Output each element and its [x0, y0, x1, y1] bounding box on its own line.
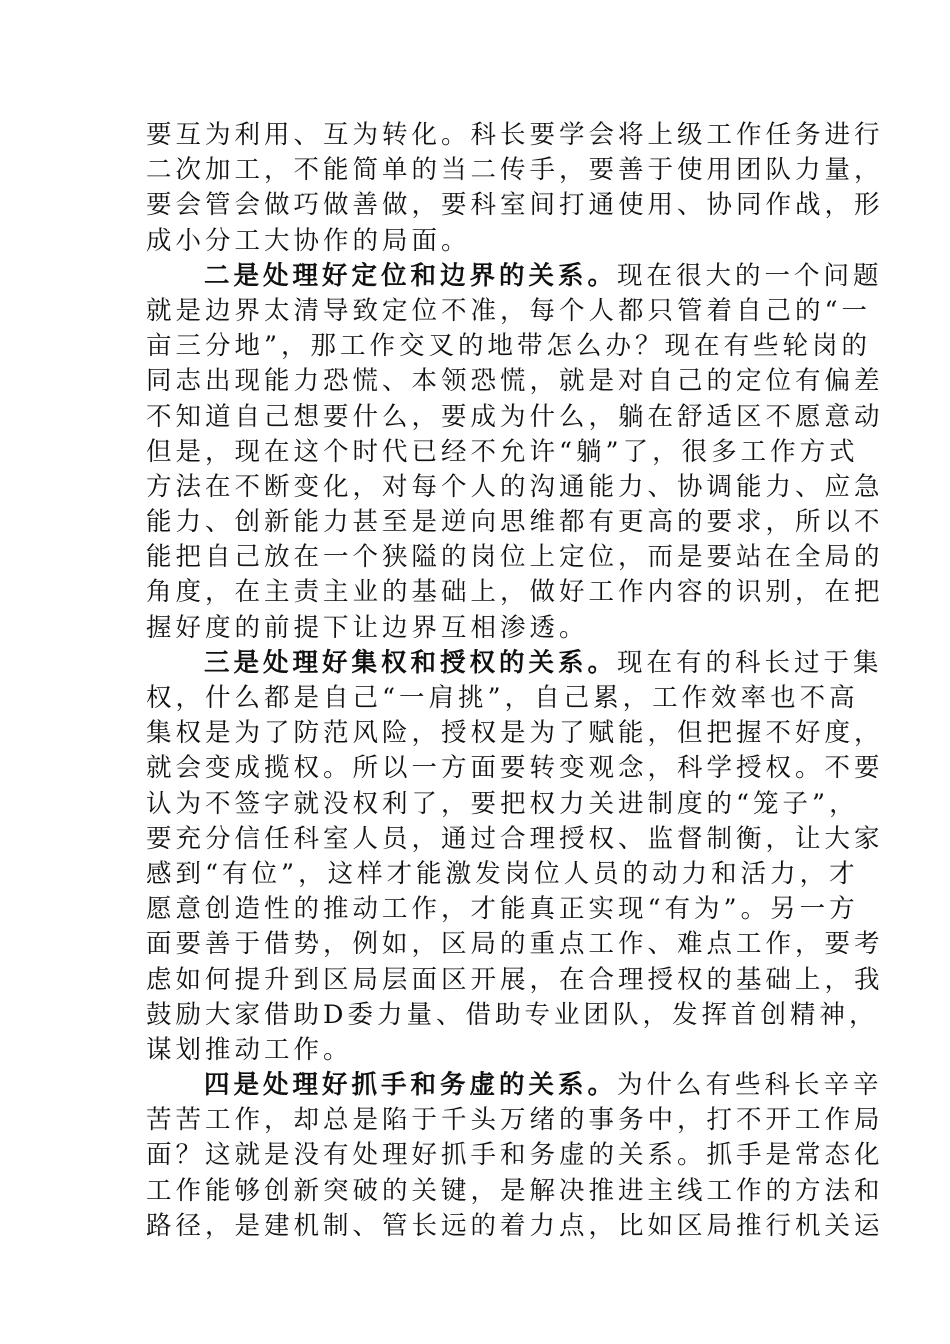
line-text: 认为不签字就没权利了，要把权力关进制度的“笼子”，: [146, 788, 859, 819]
text-line: [146, 118, 884, 153]
text-line: [146, 857, 859, 892]
paragraph-heading: 四是处理好抓手和务虚的关系。: [204, 1070, 618, 1101]
line-text: 权，什么都是自己“一肩挑”，自己累，工作效率也不高: [146, 683, 859, 713]
line-text: 握好度的前提下让边界互相渗透。: [146, 612, 589, 643]
paragraph: [146, 1068, 884, 1244]
text-line: [146, 611, 808, 646]
text-line: [146, 1103, 884, 1138]
text-line: [146, 1138, 884, 1173]
line-text: 集权是为了防范风险，授权是为了赋能，但把握不好度，: [146, 718, 884, 749]
text-line: [146, 927, 884, 962]
text-line: [146, 751, 884, 786]
body-text: [146, 118, 884, 1244]
text-line: [146, 329, 872, 364]
text-line: [146, 153, 884, 188]
line-text: 苦苦工作，却总是陷于千头万绪的事务中，打不开工作局: [146, 1105, 884, 1136]
text-line: [146, 400, 884, 435]
text-line: [146, 646, 883, 681]
line-text: 不知道自己想要什么，要成为什么，躺在舒适区不愿意动: [146, 401, 884, 432]
text-line: [146, 716, 884, 751]
line-text: 愿意创造性的推动工作，才能真正实现“有为”。另一方: [146, 894, 859, 925]
line-text: 要互为利用、互为转化。科长要学会将上级工作任务进行: [146, 120, 884, 150]
line-text: 虑如何提升到区局层面区开展，在合理授权的基础上，我: [146, 964, 884, 995]
line-text: 要会管会做巧做善做，要科室间打通使用、协同作战，形: [146, 190, 884, 221]
paragraph-heading: 二是处理好定位和边界的关系。: [204, 260, 618, 291]
line-text: 为什么有些科长辛辛: [617, 1070, 883, 1101]
line-text: 角度，在主责主业的基础上，做好工作内容的识别，在把: [146, 577, 884, 608]
line-text: 能力、创新能力甚至是逆向思维都有更高的要求，所以不: [146, 507, 884, 538]
text-line: [146, 1033, 808, 1068]
line-text: 现在很大的一个问题: [617, 260, 883, 291]
line-text: 二次加工，不能简单的当二传手，要善于使用团队力量，: [146, 155, 884, 186]
text-line: [146, 892, 859, 927]
text-line: [146, 224, 808, 259]
text-line: [146, 294, 872, 329]
text-line: [146, 787, 859, 822]
line-text: 就是边界太清导致定位不准，每个人都只管着自己的“一: [146, 295, 872, 326]
paragraph-heading: 三是处理好集权和授权的关系。: [204, 647, 618, 678]
line-text: 工作能够创新突破的关键，是解决推进主线工作的方法和: [146, 1175, 884, 1206]
text-line: [146, 435, 859, 470]
line-text: 方法在不断变化，对每个人的沟通能力、协调能力、应急: [146, 471, 884, 502]
text-line: [146, 963, 884, 998]
line-text: 亩三分地”，那工作交叉的地带怎么办？现在有些轮岗的: [146, 331, 872, 362]
line-text: 面？这就是没有处理好抓手和务虚的关系。抓手是常态化: [146, 1140, 884, 1171]
line-text: 谋划推动工作。: [146, 1034, 353, 1065]
text-line: [146, 364, 884, 399]
text-line: [146, 575, 884, 610]
line-text: 成小分工大协作的局面。: [146, 225, 471, 256]
text-line: [146, 505, 884, 540]
text-line: [146, 998, 879, 1033]
text-line: [146, 1174, 884, 1209]
line-text: 但是，现在这个时代已经不允许“躺”了，很多工作方式: [146, 436, 859, 467]
line-text: 路径，是建机制、管长远的着力点，比如区局推行机关运: [146, 1210, 884, 1241]
paragraph: [146, 118, 884, 259]
line-text: 现在有的科长过于集: [617, 647, 883, 678]
text-line: [146, 540, 884, 575]
line-text: 能把自己放在一个狭隘的岗位上定位，而是要站在全局的: [146, 542, 884, 573]
paragraph: [146, 646, 884, 1068]
text-line: [146, 681, 859, 716]
line-text: 鼓励大家借助D委力量、借助专业团队，发挥首创精神，: [146, 999, 879, 1030]
text-line: [146, 1209, 884, 1244]
text-line: [146, 822, 884, 857]
line-text: 面要善于借势，例如，区局的重点工作、难点工作，要考: [146, 929, 884, 960]
text-line: [146, 259, 883, 294]
text-line: [146, 470, 884, 505]
line-text: 同志出现能力恐慌、本领恐慌，就是对自己的定位有偏差: [146, 366, 884, 397]
text-line: [146, 188, 884, 223]
line-text: 感到“有位”，这样才能激发岗位人员的动力和活力，才: [146, 858, 859, 889]
line-text: 就会变成揽权。所以一方面要转变观念，科学授权。不要: [146, 753, 884, 784]
line-text: 要充分信任科室人员，通过合理授权、监督制衡，让大家: [146, 823, 884, 854]
paragraph: [146, 259, 884, 646]
text-line: [146, 1068, 883, 1103]
